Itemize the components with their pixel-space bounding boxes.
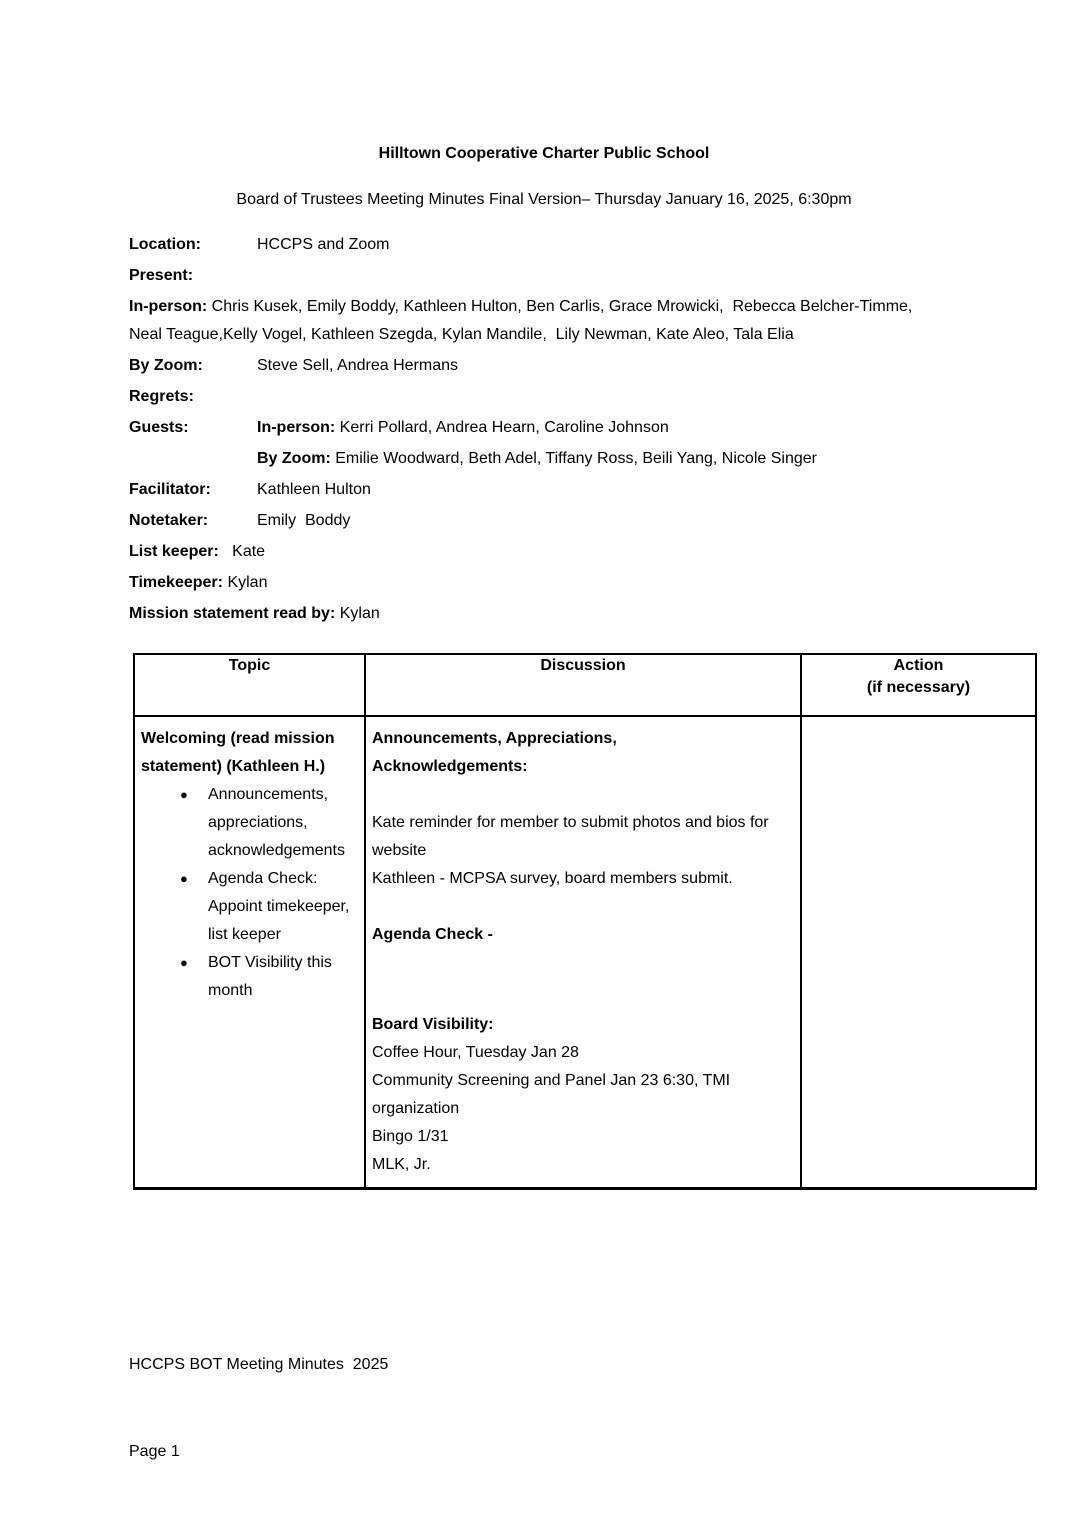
byzoom-row (129, 352, 959, 380)
inperson-label: In-person: (129, 298, 208, 315)
list-item (141, 949, 358, 1005)
discussion-item: Bingo 1/31 (372, 1128, 449, 1145)
mission-row (129, 600, 959, 628)
notetaker-label: Notetaker: (129, 512, 209, 529)
table-row (134, 716, 1036, 1189)
facilitator-value: Kathleen Hulton (257, 481, 371, 498)
discussion-column-header: Discussion (365, 654, 801, 716)
discussion-item: MLK, Jr. (372, 1156, 431, 1173)
discussion-item: Community Screening and Panel Jan 23 6:30, TMI organization (372, 1072, 731, 1117)
present-label: Present: (129, 267, 194, 284)
guests-inperson-label: In-person: (257, 419, 336, 436)
discussion-heading-agenda-check: Agenda Check - (372, 926, 493, 943)
facilitator-label: Facilitator: (129, 481, 211, 498)
document-title: Hilltown Cooperative Charter Public School (378, 145, 710, 162)
discussion-item: Coffee Hour, Tuesday Jan 28 (372, 1044, 579, 1061)
regrets-label: Regrets: (129, 388, 194, 405)
discussion-heading-board-visibility: Board Visibility: (372, 1016, 494, 1033)
location-value: HCCPS and Zoom (257, 236, 390, 253)
regrets-row (129, 383, 959, 411)
timekeeper-row (129, 569, 959, 597)
meeting-info-block (129, 231, 959, 628)
topic-cell (134, 716, 365, 1189)
discussion-paragraph: Kathleen - MCPSA survey, board members submit. (372, 870, 733, 887)
guests-label: Guests: (129, 419, 189, 436)
footer-document-id: HCCPS BOT Meeting Minutes 2025 (129, 1356, 389, 1373)
bullet-text: Announcements, appreciations, acknowledgements (208, 786, 345, 859)
guests-inperson-value: Kerri Pollard, Andrea Hearn, Caroline Johnson (339, 419, 669, 436)
notetaker-row (129, 507, 959, 535)
location-row (129, 231, 959, 259)
byzoom-label: By Zoom: (129, 357, 203, 374)
guests-byzoom-value: Emilie Woodward, Beth Adel, Tiffany Ross, Beili Yang, Nicole Singer (335, 450, 817, 467)
guests-byzoom-label: By Zoom: (257, 450, 331, 467)
discussion-heading-announcements: Announcements, Appreciations, Acknowledgements: (372, 730, 617, 775)
discussion-cell (365, 716, 801, 1189)
timekeeper-value: Kylan (227, 574, 268, 591)
bullet-text: BOT Visibility this month (208, 954, 332, 999)
bullet-icon: ● (180, 787, 188, 802)
listkeeper-value: Kate (232, 543, 266, 560)
inperson-value: Chris Kusek, Emily Boddy, Kathleen Hulton, Ben Carlis, Grace Mrowicki, Rebecca Belcher-Timme, Neal Teague,Kelly Vogel, Kathleen Szegda, Kylan Mandile, Lily Newman, Kate Aleo, Tala Elia (129, 298, 917, 343)
action-header-line2: (if necessary) (866, 679, 971, 696)
action-header-line1: Action (893, 657, 944, 674)
topic-title: Welcoming (read mission statement) (Kathleen H.) (141, 730, 335, 775)
notetaker-value: Emily Boddy (257, 512, 351, 529)
page-footer (129, 1292, 388, 1524)
mission-value: Kylan (339, 605, 380, 622)
guests-byzoom-row (129, 445, 959, 473)
listkeeper-row (129, 538, 959, 566)
byzoom-value: Steve Sell, Andrea Hermans (257, 357, 458, 374)
list-item (141, 865, 358, 949)
facilitator-row (129, 476, 959, 504)
discussion-paragraph: Kate reminder for member to submit photos and bios for website (372, 814, 769, 859)
location-label: Location: (129, 236, 201, 253)
action-cell (801, 716, 1036, 1189)
topic-column-header: Topic (134, 654, 365, 716)
action-column-header (801, 654, 1036, 716)
table-header-row (134, 654, 1036, 716)
mission-label: Mission statement read by: (129, 605, 336, 622)
bullet-icon: ● (180, 871, 188, 886)
inperson-row (129, 293, 919, 349)
guests-inperson-row (129, 414, 959, 442)
footer-page-number: Page 1 (129, 1443, 180, 1460)
bullet-icon: ● (180, 955, 188, 970)
document-subtitle: Board of Trustees Meeting Minutes Final Version– Thursday January 16, 2025, 6:30pm (236, 191, 852, 208)
topic-bullet-list (141, 781, 358, 1005)
minutes-table (133, 653, 1037, 1190)
present-row (129, 262, 959, 290)
list-item (141, 781, 358, 865)
bullet-text: Agenda Check: Appoint timekeeper, list keeper (208, 870, 350, 943)
listkeeper-label: List keeper: (129, 543, 219, 560)
timekeeper-label: Timekeeper: (129, 574, 223, 591)
